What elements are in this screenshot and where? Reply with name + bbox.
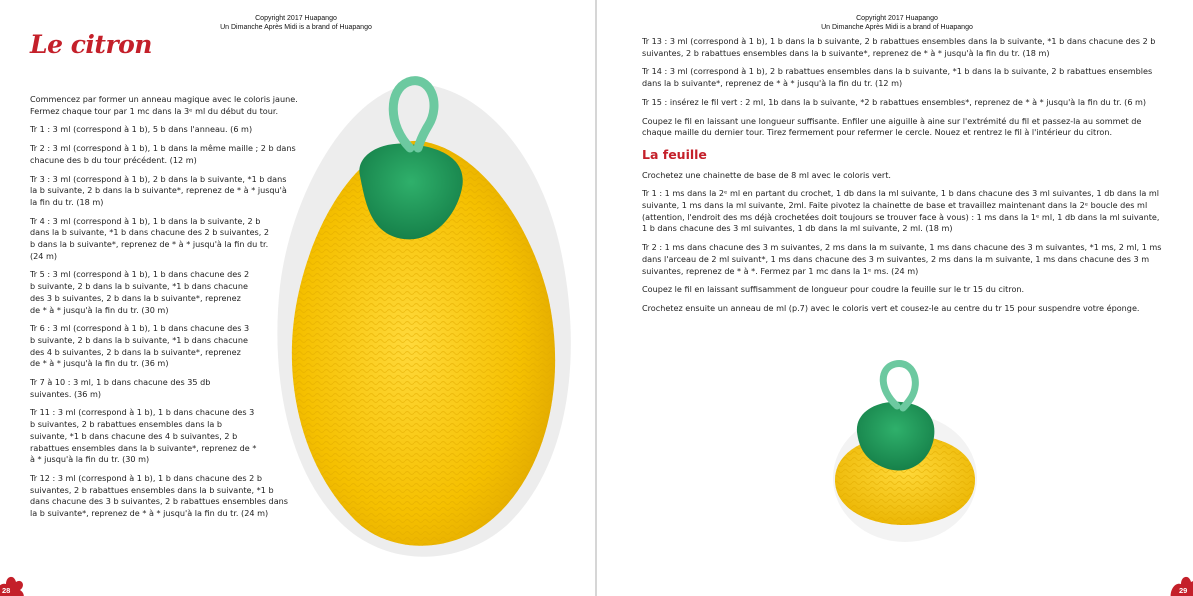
- paragraph-loop: Crochetez ensuite un anneau de ml (p.7) avec le coloris vert et cousez-le au centre du tr 15 pour suspendre votre éponge.: [642, 302, 1140, 313]
- paragraph-intro: Commencez par former un anneau magique avec le coloris jaune. Fermez chaque tour par 1 mc dans la 3ᵉ ml du début du tour.: [30, 94, 298, 116]
- copyright-line-2: Un Dimanche Après Midi is a brand of Huapango: [220, 24, 372, 31]
- paragraph-tr13: Tr 13 : 3 ml (correspond à 1 b), 1 b dans la b suivante, 2 b rabattues ensembles dans la b suivante, *1 b dans chacune des 2 b suivantes, 2 b rabattues ensembles dans la b suivante*, reprenez de * à * jusqu'à la fin du tr. (18 m): [642, 36, 1156, 58]
- paragraph-tr6: Tr 6 : 3 ml (correspond à 1 b), 1 b dans chacune des 3 b suivante, 2 b dans la b suivante, *1 b dans chacune des 4 b suivantes, 2 b dans la b suivante*, reprenez de * à * jusqu'à la fin du tr. (36 m): [30, 323, 250, 369]
- page-number-left: 28: [2, 586, 11, 595]
- paragraph-leaf-tr2: Tr 2 : 1 ms dans chacune des 3 m suivantes, 2 ms dans la m suivante, 1 ms dans chacune des 3 m suivantes, *1 ms, 2 ml, 1 ms dans l'arceau de 2 ml suivant*, 1 ms dans chacune des 3 m suivantes, 2 ms dans la m suivante, 1 ms dans chacune des 3 m suivantes, reprenez de * à *. Fermez par 1 mc dans la 1ᵉ ms. (24 m): [642, 242, 1162, 276]
- paragraph-tr14: Tr 14 : 3 ml (correspond à 1 b), 2 b rabattues ensembles dans la b suivante, *1 b dans la b suivante, 2 b rabattues ensembles dans la b suivante*, reprenez de * à * jusqu'à la fin du tr. (12 m): [642, 66, 1153, 89]
- paragraph-leaf-tr1: Tr 1 : 1 ms dans la 2ᵉ ml en partant du crochet, 1 db dans la ml suivante, 1 b dans chacune des 3 ml suivantes, 1 db dans la ml suivante, 1 ms dans la ml suivante, 2ml. Faite pivotez la chainette de base et travaillez maintenant dans la 2ᵉ boucle des ml (attention, l'endroit des ms déjà crochetées doit toujours se trouver face à vous) : 1 ms dans la 1ᵉ ml, 1 db dans la ml suivante, 1 b dans chacune des 3 ml suivantes, 1 db dans la ml suivante, 2 ml. (18 m): [642, 188, 1160, 234]
- copyright-notice-right: [787, 14, 1007, 32]
- paragraph-leaf-chain: Crochetez une chainette de base de 8 ml avec le coloris vert.: [642, 169, 891, 180]
- copyright-line-2: Un Dimanche Après Midi is a brand of Huapango: [821, 24, 973, 31]
- left-page: [0, 0, 596, 596]
- leaf-detail-photo: [825, 360, 985, 545]
- page-number-right: 29: [1179, 586, 1188, 595]
- paragraph-finish-lemon: Coupez le fil en laissant une longueur suffisante. Enfiler une aiguille à aine sur l'extrémité du fil et passez-la au sommet de chaque maille du dernier tour. Tirez fermement pour refermer le cercle. Nouez et rentrez le fil à l'intérieur du citron.: [642, 115, 1142, 138]
- copyright-line-1: Copyright 2017 Huapango: [856, 15, 938, 22]
- paragraph-leaf-cut: Coupez le fil en laissant suffisamment de longueur pour coudre la feuille sur le tr 15 du citron.: [642, 284, 1025, 295]
- section-title-leaf: La feuille: [642, 146, 707, 162]
- lemon-instructions: [30, 94, 320, 527]
- paragraph-tr2: Tr 2 : 3 ml (correspond à 1 b), 1 b dans la même maille ; 2 b dans chacune des b du tour précédent. (12 m): [30, 143, 296, 165]
- copyright-line-1: Copyright 2017 Huapango: [255, 15, 337, 22]
- paragraph-tr5: Tr 5 : 3 ml (correspond à 1 b), 1 b dans chacune des 2 b suivante, 2 b dans la b suivante, *1 b dans chacune des 3 b suivantes, 2 b dans la b suivante*, reprenez de * à * jusqu'à la fin du tr. (30 m): [30, 269, 250, 315]
- paragraph-tr11: Tr 11 : 3 ml (correspond à 1 b), 1 b dans chacune des 3 b suivantes, 2 b rabattues ensembles dans la b suivante, *1 b dans chacune des 4 b suivantes, 2 b rabattues ensembles dans la b suivante*, reprenez de * à * jusqu'à la fin du tr. (30 m): [30, 407, 257, 465]
- paragraph-tr15: Tr 15 : insérez le fil vert : 2 ml, 1b dans la b suivante, *2 b rabattues ensembles*, reprenez de * à * jusqu'à la fin du tr. (6 m): [642, 96, 1147, 107]
- paragraph-tr4: Tr 4 : 3 ml (correspond à 1 b), 1 b dans la b suivante, 2 b dans la b suivante, *1 b dans chacune des 2 b suivantes, 2 b dans la b suivante*, reprenez de * à * jusqu'à la fin du tr. (24 m): [30, 215, 270, 261]
- right-page: [597, 0, 1193, 596]
- paragraph-tr7-10: Tr 7 à 10 : 3 ml, 1 b dans chacune des 35 db suivantes. (36 m): [30, 377, 211, 399]
- paragraph-tr12: Tr 12 : 3 ml (correspond à 1 b), 1 b dans chacune des 2 b suivantes, 2 b rabattues ensembles dans la b suivante, *1 b dans chacune des 3 b suivantes, 2 b rabattues ensembles dans la b suivante*, reprenez de * à * jusqu'à la fin du tr. (24 m): [30, 472, 289, 519]
- page-title: Le citron: [30, 30, 152, 59]
- paragraph-tr3: Tr 3 : 3 ml (correspond à 1 b), 2 b dans la b suivante, *1 b dans la b suivante, 2 b dans la b suivante*, reprenez de * à * jusqu'à la fin du tr. (18 m): [30, 173, 287, 207]
- copyright-notice-left: [186, 14, 406, 32]
- continued-instructions: [642, 36, 1162, 322]
- paragraph-tr1: Tr 1 : 3 ml (correspond à 1 b), 5 b dans l'anneau. (6 m): [30, 124, 253, 135]
